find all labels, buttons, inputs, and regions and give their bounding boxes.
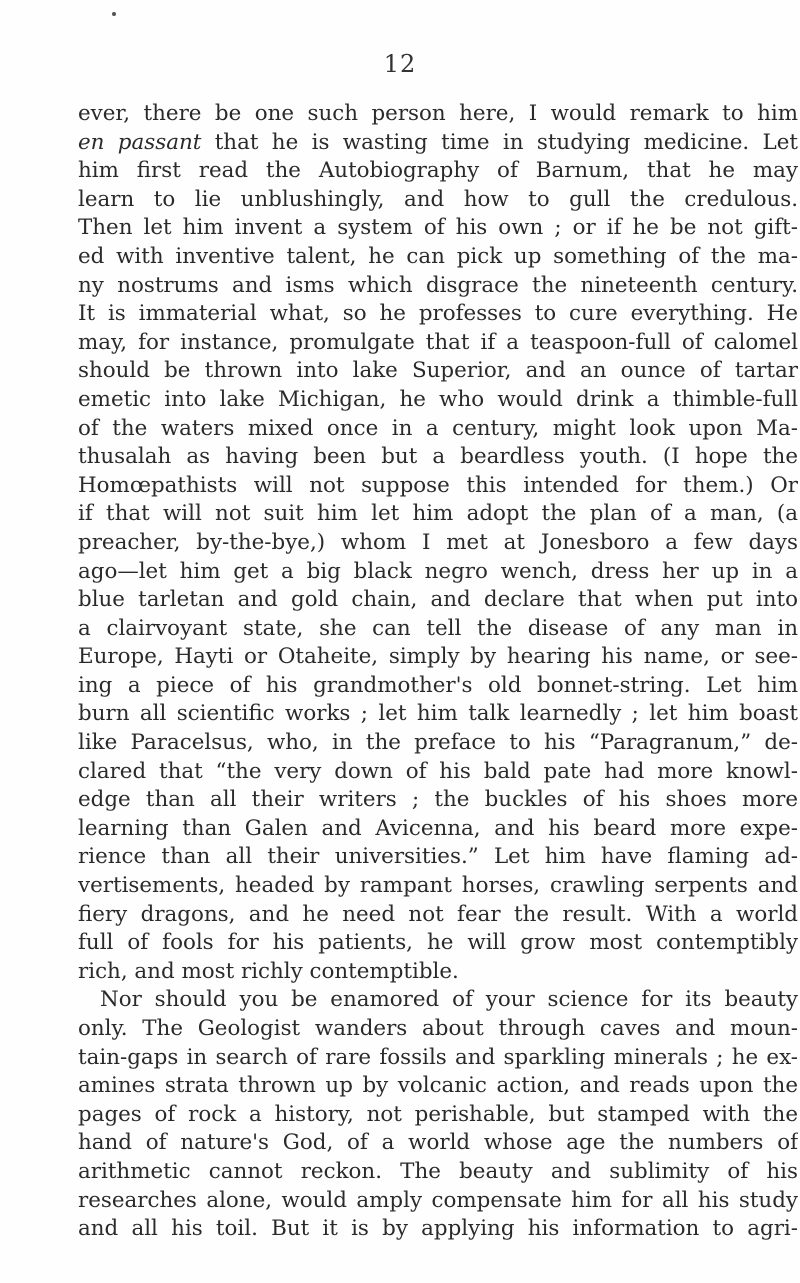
text-line: edge than all their writers ; the buckles of his shoes more	[78, 787, 798, 813]
body-text	[78, 100, 798, 1244]
text-line: ing a piece of his grandmother's old bonnet-string. Let him	[78, 672, 798, 698]
text-line: burn all scientific works ; let him talk learnedly ; let him boast	[78, 701, 798, 727]
text-line: ever, there be one such person here, I would remark to him	[78, 101, 798, 126]
text-line: hand of nature's God, of a world whose age the numbers of	[78, 1130, 798, 1156]
text-line: may, for instance, promulgate that if a teaspoon-full of calomel	[78, 329, 798, 355]
text-line: clared that “the very down of his bald pate had more knowl-	[78, 758, 798, 784]
text-line: if that will not suit him let him adopt the plan of a man, (a	[78, 501, 798, 527]
text-line: ago—let him get a big black negro wench, dress her up in a	[78, 558, 798, 584]
text-line: vertisements, headed by rampant horses, crawling serpents and	[78, 873, 798, 899]
page-number: 12	[383, 50, 417, 78]
text-line: thusalah as having been but a beardless youth. (I hope the	[78, 444, 798, 470]
text-line: arithmetic cannot reckon. The beauty and sublimity of his	[78, 1158, 798, 1184]
text-line: preacher, by-the-bye,) whom I met at Jonesboro a few days	[78, 529, 798, 555]
text-line: It is immaterial what, so he professes to cure everything. He	[78, 301, 798, 327]
text-line: only. The Geologist wanders about through caves and moun-	[78, 1016, 798, 1041]
text-line: like Paracelsus, who, in the preface to his “Paragranum,” de-	[78, 730, 798, 756]
ink-speck	[112, 12, 116, 16]
text-line: of the waters mixed once in a century, might look upon Ma-	[78, 415, 798, 441]
text-line: rich, and most richly contemptible.	[78, 958, 459, 984]
text-line: Europe, Hayti or Otaheite, simply by hearing his name, or see-	[78, 644, 798, 670]
text-line: Nor should you be enamored of your science for its beauty	[100, 987, 798, 1013]
text-line: fiery dragons, and he need not fear the result. With a world	[78, 901, 798, 927]
text-line: ny nostrums and isms which disgrace the nineteenth century.	[78, 272, 798, 298]
text-line: full of fools for his patients, he will grow most contemptibly	[78, 930, 798, 956]
text-line: should be thrown into lake Superior, and an ounce of tartar	[78, 358, 798, 384]
text-line: amines strata thrown up by volcanic action, and reads upon the	[78, 1073, 798, 1099]
text-line: pages of rock a history, not perishable, but stamped with the	[78, 1101, 798, 1127]
text-line: a clairvoyant state, she can tell the disease of any man in	[78, 615, 798, 641]
text-line: him first read the Autobiography of Barnum, that he may	[78, 158, 798, 184]
text-line: Then let him invent a system of his own ; or if he be not gift-	[78, 215, 798, 241]
text-line: learning than Galen and Avicenna, and his beard more expe-	[78, 815, 798, 841]
text-line: tain-gaps in search of rare fossils and sparkling minerals ; he ex-	[78, 1044, 798, 1070]
text-line: Homœpathists will not suppose this intended for them.) Or	[78, 472, 798, 498]
text-line: blue tarletan and gold chain, and declare that when put into	[78, 587, 798, 613]
text-line: ed with inventive talent, he can pick up something of the ma-	[78, 243, 798, 269]
text-line: researches alone, would amply compensate him for all his study	[78, 1187, 798, 1213]
text-line: rience than all their universities.” Let him have flaming ad-	[78, 844, 798, 870]
text-line: emetic into lake Michigan, he who would drink a thimble-full	[78, 386, 798, 412]
text-line: and all his toil. But it is by applying his information to agri-	[78, 1216, 798, 1242]
text-line: en passant that he is wasting time in studying medicine. Let	[78, 129, 798, 155]
text-line: learn to lie unblushingly, and how to gull the credulous.	[78, 186, 798, 212]
